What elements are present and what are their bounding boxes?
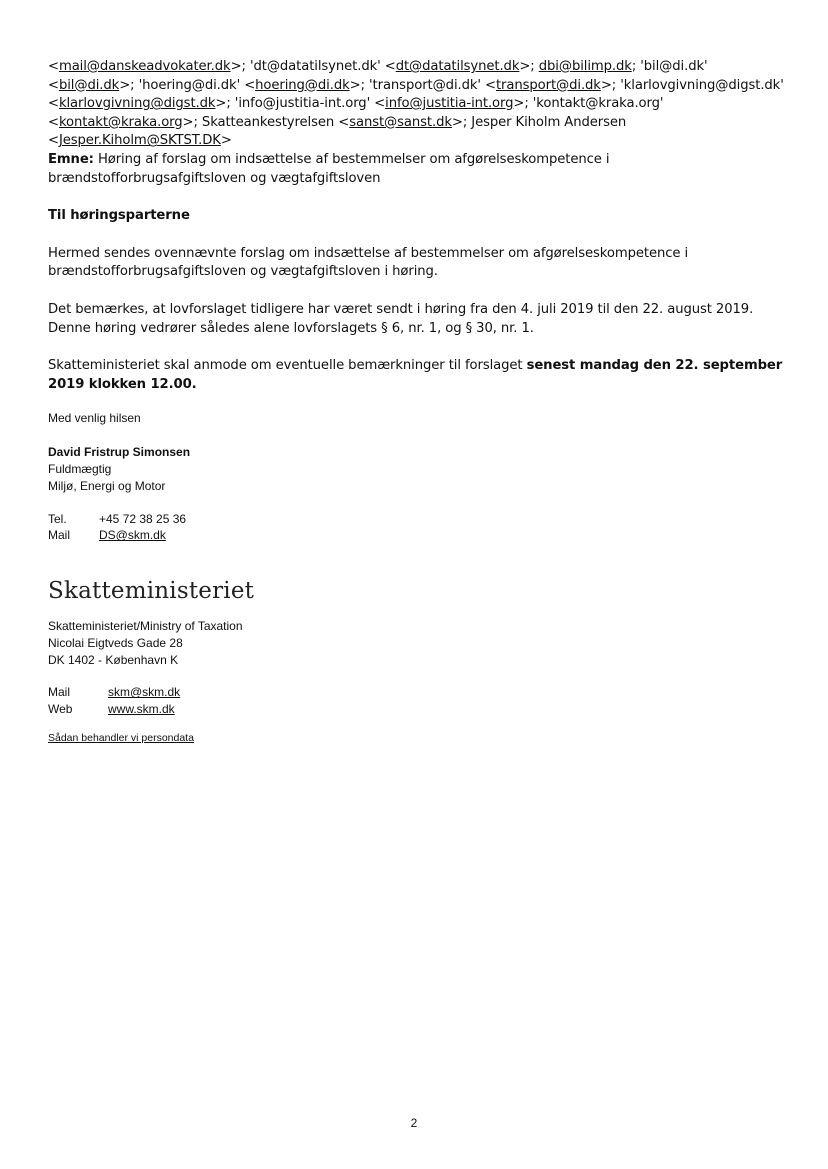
recipient-text: >; 'hoering@di.dk' < <box>119 77 256 93</box>
phone-number: +45 72 38 25 36 <box>99 511 187 526</box>
recipient-text: >; 'transport@di.dk' < <box>349 77 496 93</box>
ministry-logo-text: Skatteministeriet <box>48 578 255 605</box>
subject-line: Emne: Høring af forslag om indsættelse af bestemmelser om afgørelseskompetence i brændstofforbrugsafgiftsloven og vægtafgiftsloven <box>48 151 610 186</box>
paragraph-deadline: Skatteministeriet skal anmode om eventuelle bemærkninger til forslaget senest mandag den 22. september 2019 klokken 12.00. <box>48 358 783 392</box>
recipient-text: >; <box>519 59 539 74</box>
recipient-email-link[interactable]: dbi@bilimp.dk <box>538 59 632 74</box>
privacy-link[interactable]: Sådan behandler vi persondata <box>48 732 194 745</box>
ministry-web-link[interactable]: www.skm.dk <box>108 702 175 717</box>
recipient-email-link[interactable]: Jesper.Kiholm@SKTST.DK <box>58 133 221 149</box>
signer-contact: Tel. +45 72 38 25 36 Mail DS@skm.dk <box>48 511 187 543</box>
recipient-text: >; 'klarlovgivning@digst.dk' < <box>48 77 784 112</box>
signer-department: Miljø, Energi og Motor <box>48 478 166 493</box>
ministry-contact: Mail skm@skm.dk Web www.skm.dk <box>48 685 181 717</box>
recipient-text: >; Jesper Kiholm Andersen < <box>48 114 627 149</box>
recipient-text: < <box>48 59 59 74</box>
recipient-text: >; Skatteankestyrelsen < <box>182 114 350 130</box>
ministry-address: Skatteministeriet/Ministry of Taxation Nicolai Eigtveds Gade 28 DK 1402 - København K <box>48 619 243 667</box>
recipients-list <box>48 58 788 151</box>
recipient-text: ; 'bil@di.dk' < <box>48 59 708 93</box>
signer-email-link[interactable]: DS@skm.dk <box>99 528 166 543</box>
recipient-text: > <box>220 133 232 149</box>
signer-title: Fuldmægtig <box>48 461 112 476</box>
email-document <box>48 58 788 747</box>
recipient-email-link[interactable]: hoering@di.dk <box>255 77 350 93</box>
paragraph-intro: Hermed sendes ovennævnte forslag om indsættelse af bestemmelser om afgørelseskompetence i brændstofforbrugsafgiftsloven og vægtafgiftsloven i høring. <box>48 245 689 280</box>
recipient-text: >; 'info@justitia-int.org' < <box>215 96 386 112</box>
recipient-email-link[interactable]: sanst@sanst.dk <box>349 114 452 130</box>
recipient-email-link[interactable]: klarlovgivning@digst.dk <box>58 96 216 112</box>
signer-name: David Fristrup Simonsen <box>48 445 191 460</box>
recipient-email-link[interactable]: mail@danskeadvokater.dk <box>58 59 231 74</box>
page-number: 2 <box>410 1116 418 1130</box>
recipient-email-link[interactable]: bil@di.dk <box>58 77 120 93</box>
recipient-text: >; 'dt@datatilsynet.dk' < <box>230 59 396 74</box>
recipient-email-link[interactable]: kontakt@kraka.org <box>58 114 183 130</box>
ministry-email-link[interactable]: skm@skm.dk <box>108 685 181 700</box>
recipient-text: >; 'kontakt@kraka.org' < <box>48 96 664 130</box>
recipient-email-link[interactable]: transport@di.dk <box>495 77 601 93</box>
paragraph-note: Det bemærkes, at lovforslaget tidligere har været sendt i høring fra den 4. juli 2019 til den 22. august 2019. Denne høring vedrører således alene lovforslagets § 6, nr. 1, og § 30, nr. 1. <box>48 301 754 336</box>
salutation: Til høringsparterne <box>48 208 190 224</box>
closing: Med venlig hilsen <box>48 411 141 426</box>
signature-block <box>48 444 788 494</box>
recipient-email-link[interactable]: dt@datatilsynet.dk <box>395 59 520 74</box>
recipient-email-link[interactable]: info@justitia-int.org <box>385 96 514 112</box>
